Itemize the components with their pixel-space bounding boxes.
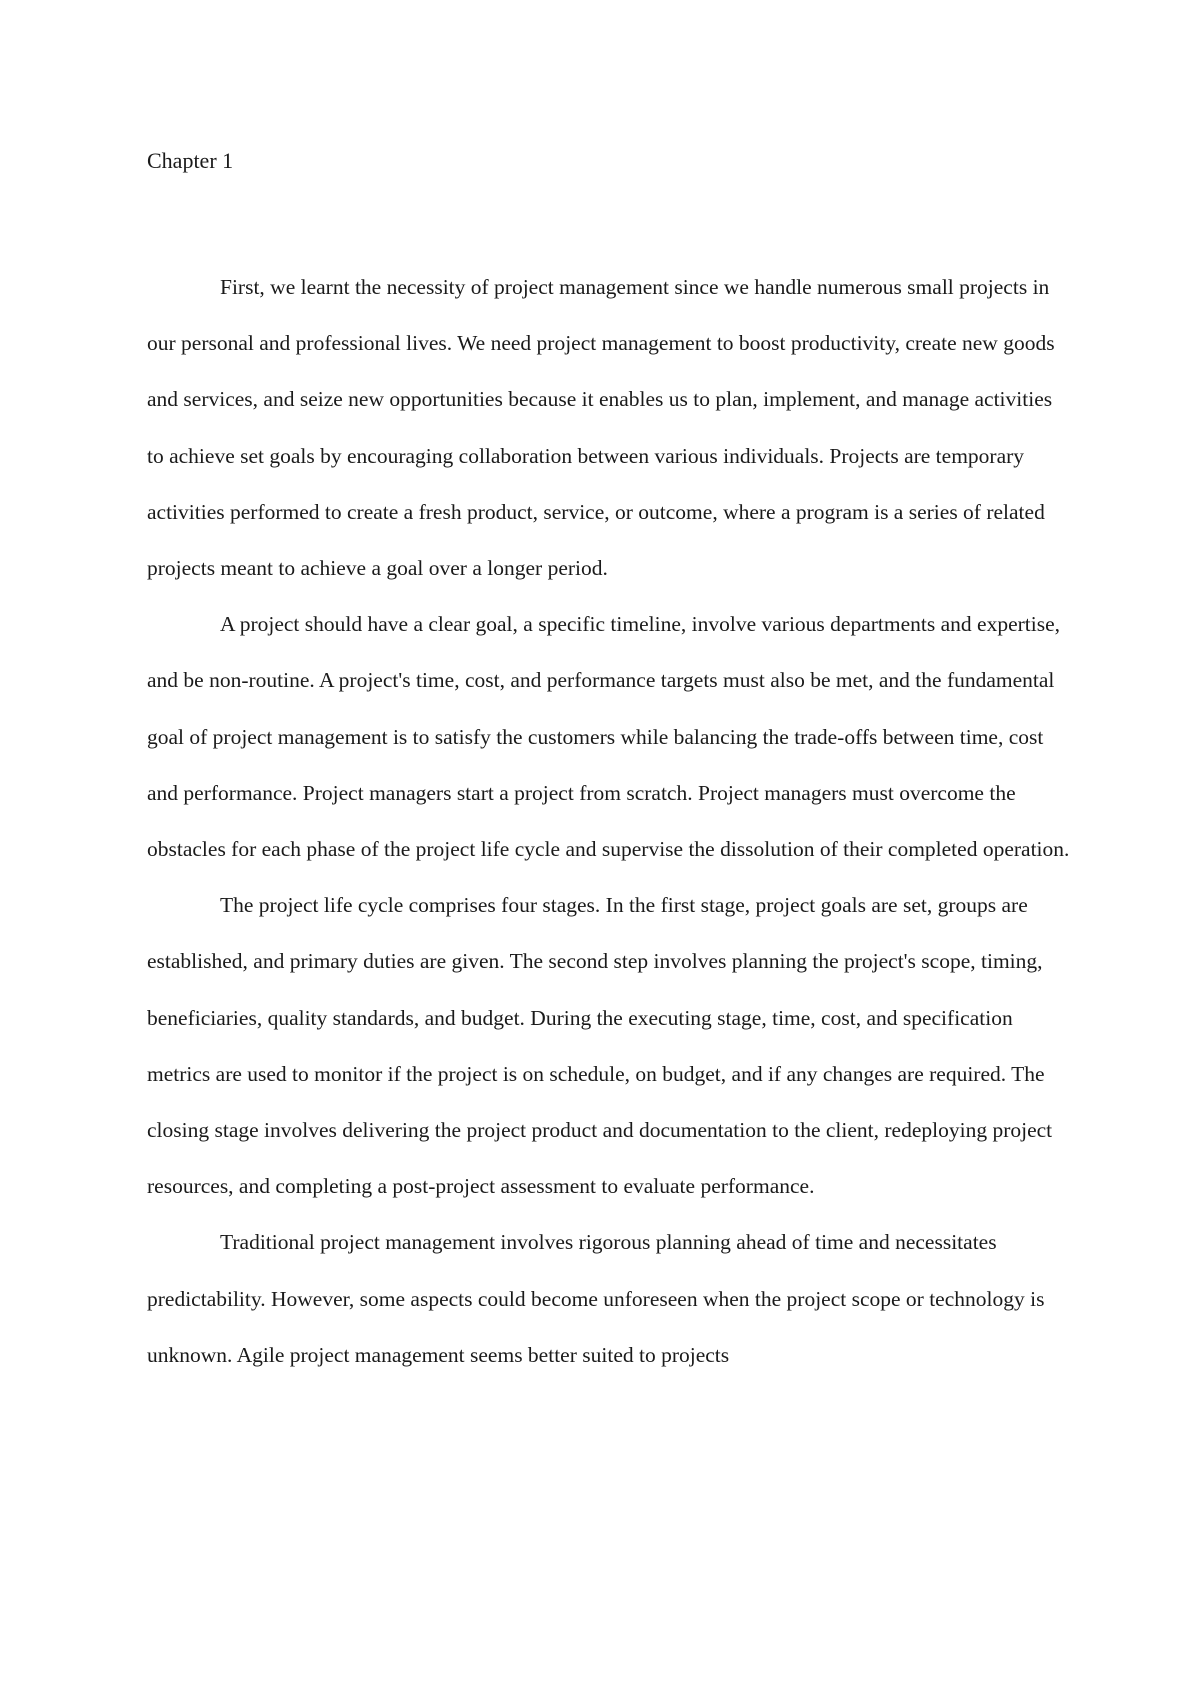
paragraph-1: First, we learnt the necessity of project management since we handle numerous small projects in our personal and professional lives. We need project management to boost productivity, create new goods and services, and seize new opportunities because it enables us to plan, implement, and manage activities to achieve set goals by encouraging collaboration between various individuals. Projects are temporary activities performed to create a fresh product, service, or outcome, where a program is a series of related projects meant to achieve a goal over a longer period. [147,275,1055,581]
chapter-heading: Chapter 1 [147,148,234,173]
paragraph-3: The project life cycle comprises four stages. In the first stage, project goals are set, groups are established, and primary duties are given. The second step involves planning the project's scope, timing, beneficiaries, quality standards, and budget. During the executing stage, time, cost, and specification metrics are used to monitor if the project is on schedule, on budget, and if any changes are required. The closing stage involves delivering the project product and documentation to the client, redeploying project resources, and completing a post-project assessment to evaluate performance. [147,893,1053,1199]
paragraph-4: Traditional project management involves rigorous planning ahead of time and necessitates predictability. However, some aspects could become unforeseen when the project scope or technology is unknown. Agile project management seems better suited to projects [147,1230,1045,1367]
paragraph-2: A project should have a clear goal, a specific timeline, involve various departments and expertise, and be non-routine. A project's time, cost, and performance targets must also be met, and the fundamental goal of project management is to satisfy the customers while balancing the trade-offs between time, cost and performance. Project managers start a project from scratch. Project managers must overcome the obstacles for each phase of the project life cycle and supervise the dissolution of their completed operation. [147,612,1070,862]
document-body [147,259,1072,1383]
